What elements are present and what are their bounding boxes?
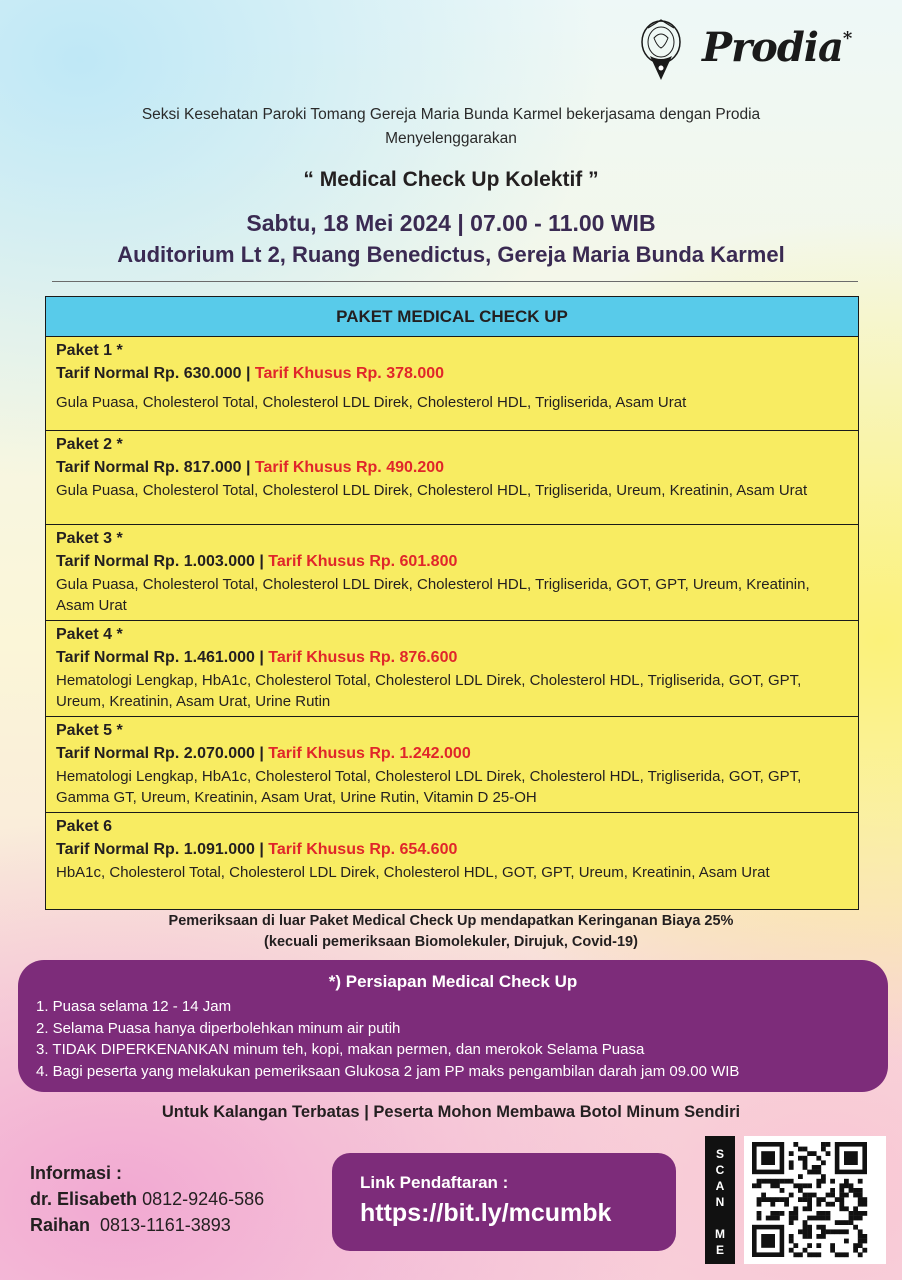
package-price: Tarif Normal Rp. 1.091.000 | Tarif Khusus Rp. 654.600 [56,841,458,858]
preparation-title: *) Persiapan Medical Check Up [328,972,578,991]
package-row [46,813,858,909]
special-price: Tarif Khusus Rp. 876.600 [268,649,458,666]
contact-phone[interactable]: 0813-1161-3893 [100,1215,231,1235]
package-tests: Hematologi Lengkap, HbA1c, Cholesterol Total, Cholesterol LDL Direk, Cholesterol HDL, Trigliserida, GOT, GPT, Gamma GT, Ureum, Kreatinin, Asam Urat, Urine Rutin, Vitamin D 25-OH [56,768,802,806]
package-row [46,717,858,813]
preparation-box [18,960,888,1092]
table-header: PAKET MEDICAL CHECK UP [46,297,858,337]
event-venue: Auditorium Lt 2, Ruang Benedictus, Gereja Maria Bunda Karmel [117,242,785,267]
package-name: Paket 3 * [56,530,123,547]
divider [52,281,858,282]
list-item: 1. Puasa selama 12 - 14 Jam [36,998,232,1015]
contact-phone[interactable]: 0812-9246-586 [142,1189,265,1209]
special-price: Tarif Khusus Rp. 378.000 [254,365,445,382]
package-row [46,525,858,621]
package-name: Paket 4 * [56,626,123,643]
list-item: 3. TIDAK DIPERKENANKAN minum teh, kopi, makan permen, dan merokok Selama Puasa [36,1041,645,1058]
contact-heading: Informasi : [30,1163,123,1183]
package-name: Paket 6 [56,818,113,835]
registration-link[interactable]: https://bit.ly/mcumbk [360,1199,612,1227]
event-date: Sabtu, 18 Mei 2024 | 07.00 - 11.00 WIB [246,210,656,236]
scan-me-label: S C A N M E [705,1136,735,1264]
prodia-logo: Prodia* [702,24,852,71]
list-item: 2. Selama Puasa hanya diperbolehkan minum air putih [36,1019,401,1037]
package-price: Tarif Normal Rp. 1.461.000 | Tarif Khusus Rp. 876.600 [56,649,458,666]
footer-note: Untuk Kalangan Terbatas | Peserta Mohon Membawa Botol Minum Sendiri [161,1103,741,1121]
contact-info [30,1160,264,1238]
package-tests: Gula Puasa, Cholesterol Total, Cholesterol LDL Direk, Cholesterol HDL, Trigliserida, Asam Urat [56,394,687,411]
special-price: Tarif Khusus Rp. 654.600 [268,841,458,858]
registration-label: Link Pendaftaran : [360,1173,509,1192]
event-title: “ Medical Check Up Kolektif ” [303,168,599,191]
list-item: 4. Bagi peserta yang melakukan pemeriksaan Glukosa 2 jam PP maks pengambilan darah jam 09.00 WIB [36,1062,740,1080]
package-tests: Gula Puasa, Cholesterol Total, Cholesterol LDL Direk, Cholesterol HDL, Trigliserida, Ureum, Kreatinin, Asam Urat [56,482,808,499]
discount-note: Pemeriksaan di luar Paket Medical Check Up mendapatkan Keringanan Biaya 25% (kecuali pemeriksaan Biomolekuler, Dirujuk, Covid-19) [168,913,734,950]
special-price: Tarif Khusus Rp. 601.800 [268,553,458,570]
package-price: Tarif Normal Rp. 1.003.000 | Tarif Khusus Rp. 601.800 [56,553,458,570]
package-row [46,337,858,431]
package-table [45,296,859,910]
package-price: Tarif Normal Rp. 630.000 | Tarif Khusus Rp. 378.000 [56,365,445,382]
package-row [46,621,858,717]
package-tests: Gula Puasa, Cholesterol Total, Cholesterol LDL Direk, Cholesterol HDL, Trigliserida, GOT, GPT, Ureum, Kreatinin, Asam Urat [56,576,810,614]
preparation-list [36,996,739,1082]
package-row [46,431,858,525]
package-tests: HbA1c, Cholesterol Total, Cholesterol LDL Direk, Cholesterol HDL, GOT, GPT, Ureum, Kreatinin, Asam Urat [56,864,770,881]
package-name: Paket 1 * [56,342,123,359]
package-name: Paket 5 * [56,722,123,739]
organizer-text: Seksi Kesehatan Paroki Tomang Gereja Maria Bunda Karmel bekerjasama dengan Prodia Menyelenggarakan [141,106,761,147]
special-price: Tarif Khusus Rp. 1.242.000 [268,745,471,762]
package-name: Paket 2 * [56,436,123,453]
registration-box[interactable] [332,1153,676,1251]
contact-name: dr. Elisabeth [30,1189,138,1209]
package-tests: Hematologi Lengkap, HbA1c, Cholesterol Total, Cholesterol LDL Direk, Cholesterol HDL, Trigliserida, GOT, GPT, Ureum, Kreatinin, Asam Urat, Urine Rutin [56,672,802,710]
contact-name: Raihan [30,1215,91,1235]
package-price: Tarif Normal Rp. 817.000 | Tarif Khusus Rp. 490.200 [56,459,445,476]
special-price: Tarif Khusus Rp. 490.200 [254,459,445,476]
qr-code-icon[interactable] [744,1136,886,1264]
package-price: Tarif Normal Rp. 2.070.000 | Tarif Khusus Rp. 1.242.000 [56,745,471,762]
parish-emblem-icon [632,16,690,84]
